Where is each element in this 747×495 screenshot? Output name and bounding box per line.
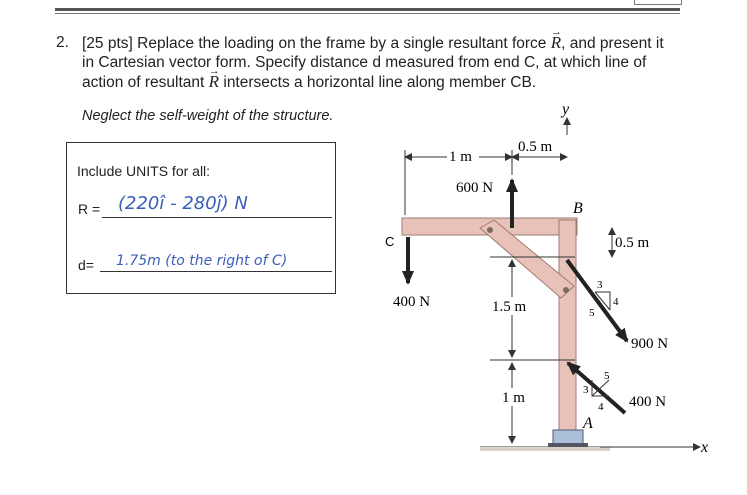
r-label: R = xyxy=(78,201,101,217)
member-ba xyxy=(559,220,576,442)
force-900-label: 900 N xyxy=(631,336,669,352)
dim-05m-top-label: 0.5 m xyxy=(518,139,553,155)
force-400-right-arrow xyxy=(568,363,625,413)
dim-1m-bottom-label: 1 m xyxy=(502,390,525,406)
neglect-note: Neglect the self-weight of the structure. xyxy=(82,108,334,124)
support-a-base xyxy=(548,443,588,447)
pin-top xyxy=(487,227,493,233)
dim-1m-label: 1 m xyxy=(449,149,472,165)
dim-05m-right-label: 0.5 m xyxy=(615,235,650,251)
label-c: C xyxy=(385,234,395,249)
d-label: d= xyxy=(78,257,94,273)
force-400-left-label: 400 N xyxy=(393,294,431,310)
force-400-right-label: 400 N xyxy=(629,394,667,410)
y-axis-label: y xyxy=(562,101,570,118)
units-note: Include UNITS for all: xyxy=(77,163,211,179)
problem-line3b: intersects a horizontal line along member CB. xyxy=(219,74,537,91)
problem-line1: [25 pts] Replace the loading on the frame by a single resultant force xyxy=(82,35,551,52)
problem-line1-end: , and present it xyxy=(561,35,664,52)
label-a: A xyxy=(583,415,593,432)
resultant-symbol-2: → R xyxy=(209,72,219,91)
d-answer-value: 1.75m (to the right of C) xyxy=(116,253,288,269)
slope-400-c: 5 xyxy=(604,370,610,382)
dim-15m-label: 1.5 m xyxy=(492,299,527,315)
slope-900-a: 3 xyxy=(597,279,603,291)
label-b: B xyxy=(573,200,583,217)
slope-900-c: 5 xyxy=(589,307,595,319)
x-axis-label: x xyxy=(701,439,709,456)
force-600-label: 600 N xyxy=(456,180,494,196)
problem-line2: in Cartesian vector form. Specify distance d measured from end C, at which line of xyxy=(82,54,647,71)
slope-400-b: 4 xyxy=(598,401,604,413)
problem-line3a: action of resultant xyxy=(82,74,209,91)
resultant-symbol: → R xyxy=(551,33,561,52)
ground-hatch xyxy=(480,447,610,451)
r-answer-value: (220î - 280ĵ) N xyxy=(118,193,248,214)
support-a xyxy=(553,430,583,444)
slope-400-a: 3 xyxy=(583,384,589,396)
slope-900-b: 4 xyxy=(613,296,619,308)
pin-bottom xyxy=(563,287,569,293)
problem-number: 2. xyxy=(56,34,69,51)
